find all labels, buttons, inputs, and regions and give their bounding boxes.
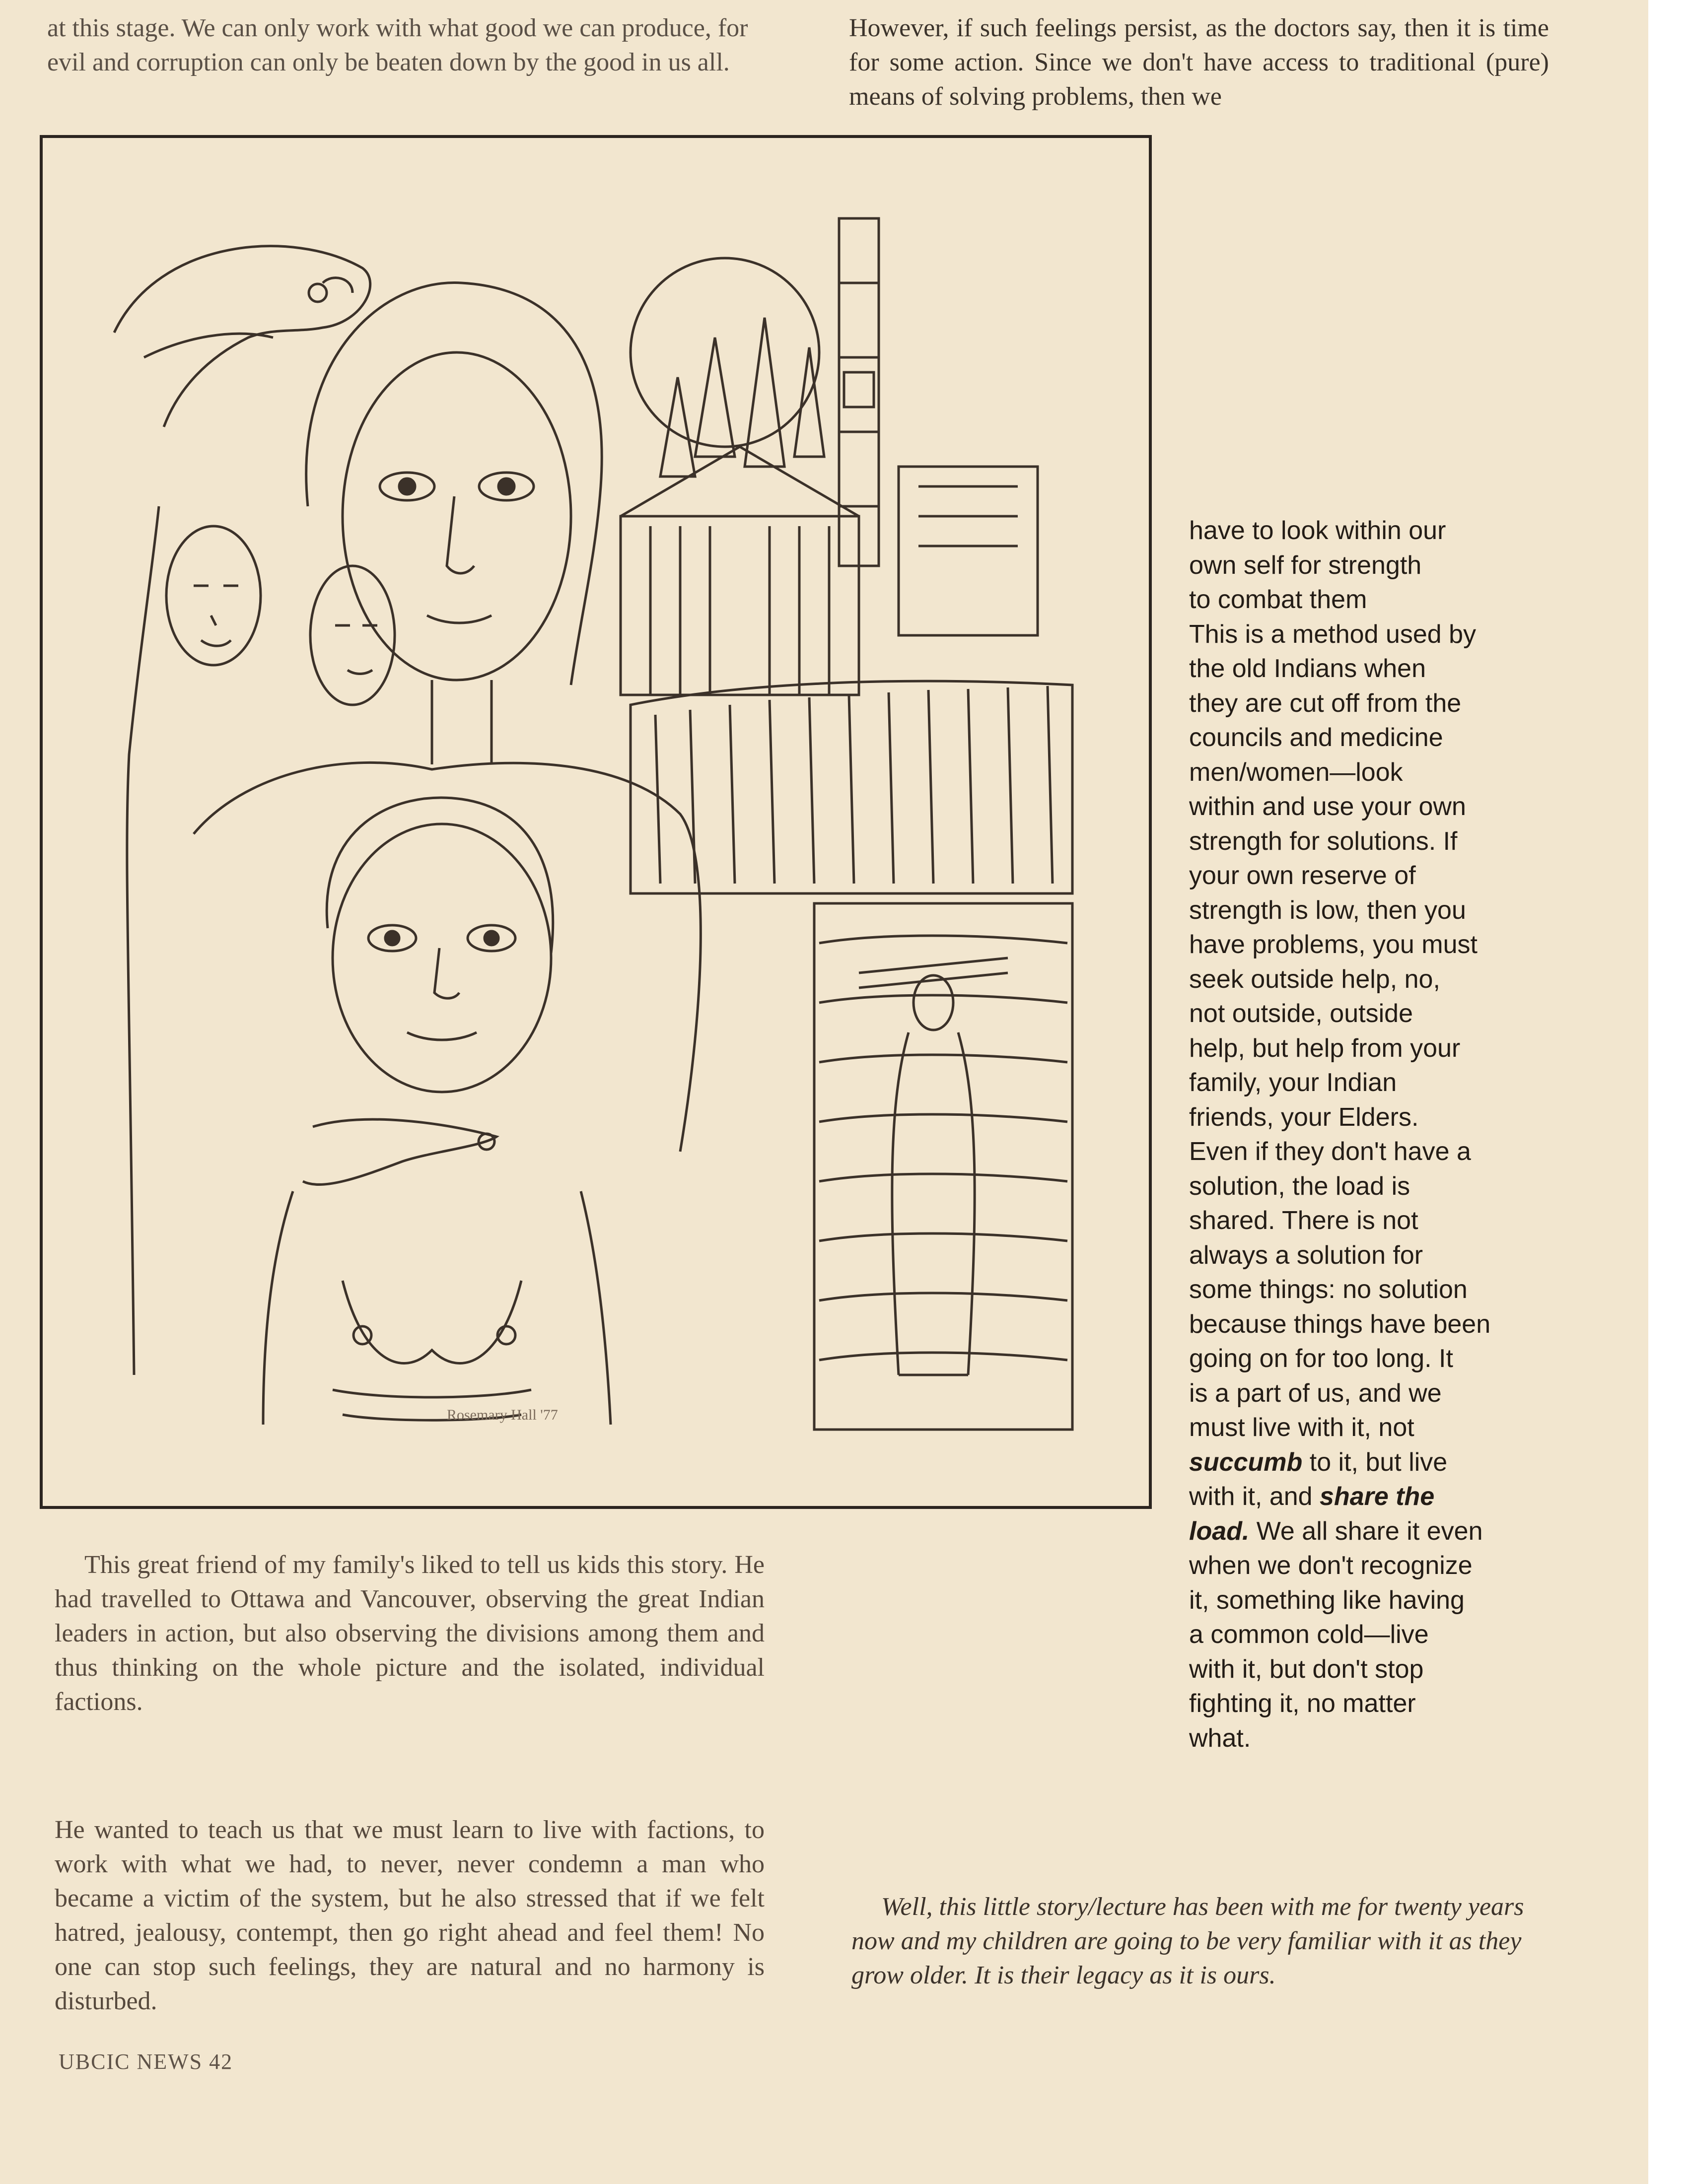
right-line: a common cold—live [1189, 1620, 1429, 1649]
paragraph-text: This great friend of my family's liked to tell us kids this story. He had travelled to Ottawa and Vancouver, observing the great Indian leaders in action, but also observing the divisions among them and thus thinking on the whole picture and the isolated, individual factions. [55, 1551, 765, 1716]
right-line: strength for solutions. If [1189, 826, 1458, 856]
hand [303, 1119, 496, 1184]
right-line: it, something like having [1189, 1585, 1465, 1615]
top-right-paragraph [849, 11, 1549, 114]
load-emphasis: load. [1189, 1516, 1250, 1546]
right-line: always a solution for [1189, 1240, 1423, 1270]
right-line: to combat them [1189, 585, 1367, 614]
stone-path [814, 903, 1072, 1430]
trees [660, 318, 824, 477]
share-prefix: with it, and [1189, 1482, 1320, 1511]
right-line: is a part of us, and we [1189, 1378, 1442, 1408]
top-left-paragraph [47, 11, 762, 79]
right-line-share [1189, 1480, 1517, 1514]
right-line: some things: no solution [1189, 1275, 1468, 1304]
right-line: your own reserve of [1189, 861, 1416, 890]
right-line: going on for too long. It [1189, 1344, 1453, 1373]
right-line: with it, but don't stop [1189, 1654, 1424, 1684]
succumb-emphasis: succumb [1189, 1447, 1303, 1477]
right-line-load [1189, 1514, 1517, 1549]
eagle-figure [114, 246, 370, 427]
right-column-text [1189, 514, 1517, 1756]
page-footer: UBCIC NEWS 42 [59, 2049, 233, 2074]
bottom-left-paragraph-1 [55, 1548, 765, 1719]
right-line: councils and medicine [1189, 723, 1443, 752]
right-line: fighting it, no matter [1189, 1689, 1416, 1718]
elder-face-1 [166, 526, 261, 665]
right-line: within and use your own [1189, 792, 1466, 821]
right-line: This is a method used by [1189, 619, 1477, 649]
share-emphasis: share the [1320, 1482, 1435, 1511]
right-line: Even if they don't have a [1189, 1137, 1471, 1166]
illustration [84, 208, 1075, 1439]
right-line: friends, your Elders. [1189, 1102, 1419, 1132]
right-line: what. [1189, 1723, 1251, 1753]
right-line: when we don't recognize [1189, 1551, 1473, 1580]
child-torso [263, 1191, 611, 1425]
right-line: not outside, outside [1189, 999, 1413, 1028]
right-line: the old Indians when [1189, 654, 1426, 683]
right-line: have problems, you must [1189, 930, 1477, 959]
right-line: they are cut off from the [1189, 688, 1462, 718]
walking-figure [914, 975, 953, 1030]
central-woman-face [343, 352, 571, 680]
load-rest: We all share it even [1249, 1516, 1483, 1546]
page-edge [1648, 0, 1688, 2184]
closing-paragraph: Well, this little story/lecture has been with me for twenty years now and my children are going to be very familiar with it as they grow older. It is their legacy as it is ours. [851, 1893, 1524, 1989]
child-face [333, 824, 551, 1092]
right-line: solution, the load is [1189, 1171, 1410, 1201]
central-woman-hair [306, 283, 602, 685]
right-line: because things have been [1189, 1309, 1491, 1339]
right-line: family, your Indian [1189, 1068, 1397, 1097]
artist-signature: Rosemary Hall '77 [447, 1407, 558, 1423]
right-line: seek outside help, no, [1189, 964, 1440, 994]
bottom-left-paragraph-2 [55, 1813, 765, 2018]
right-line: help, but help from your [1189, 1033, 1461, 1063]
right-line: men/women—look [1189, 757, 1403, 787]
right-line-succumb [1189, 1445, 1517, 1480]
top-left-text: at this stage. We can only work with what good we can produce, for evil and corruption can only be beaten down by the good in us all. [47, 14, 748, 76]
succumb-rest: to it, but live [1302, 1447, 1448, 1477]
longhouse [621, 447, 859, 695]
right-line: must live with it, not [1189, 1413, 1414, 1442]
right-line: own self for strength [1189, 550, 1422, 580]
top-right-text: However, if such feelings persist, as the doctors say, then it is time for some action. Since we don't have access to traditional (pure) means of solving problems, then we [849, 14, 1549, 111]
right-line: strength is low, then you [1189, 895, 1466, 925]
paragraph-text: He wanted to teach us that we must learn to live with factions, to work with what we had, to never, never condemn a man who became a victim of the system, but he also stressed that if we felt hatred, jealousy, contempt, then go right ahead and feel them! No one can stop such feelings, they are natural and no harmony is disturbed. [55, 1816, 765, 2015]
right-line: have to look within our [1189, 516, 1446, 545]
child-hair [327, 798, 553, 953]
right-line: shared. There is not [1189, 1206, 1418, 1235]
moon [631, 258, 819, 447]
